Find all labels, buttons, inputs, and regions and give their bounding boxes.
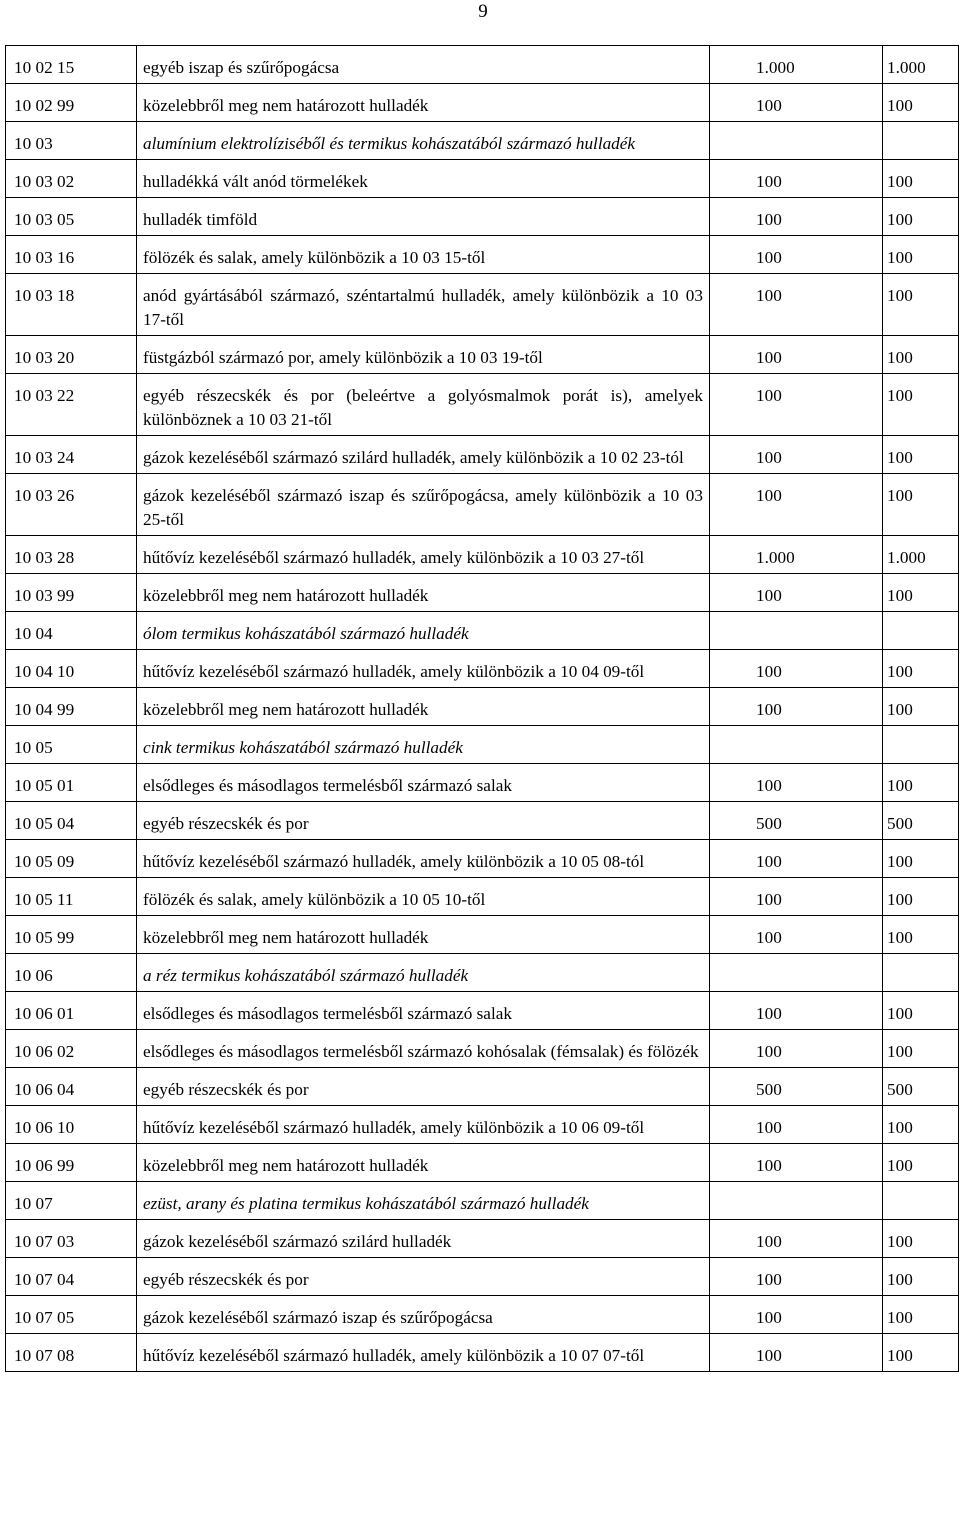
waste-code: 10 03 22: [6, 374, 137, 436]
waste-description: fölözék és salak, amely különbözik a 10 05 10-től: [137, 878, 710, 916]
table-row: [6, 1258, 959, 1296]
limit-value-1: 100: [710, 1258, 883, 1296]
waste-description: gázok kezeléséből származó iszap és szűrőpogácsa: [137, 1296, 710, 1334]
table-row: [6, 916, 959, 954]
waste-description: közelebbről meg nem határozott hulladék: [137, 916, 710, 954]
table-row: [6, 1030, 959, 1068]
waste-description: füstgázból származó por, amely különbözik a 10 03 19-től: [137, 336, 710, 374]
limit-value-1: 100: [710, 374, 883, 436]
table-row: [6, 1220, 959, 1258]
waste-code: 10 02 15: [6, 46, 137, 84]
limit-value-1: 100: [710, 84, 883, 122]
waste-description: közelebbről meg nem határozott hulladék: [137, 1144, 710, 1182]
waste-code: 10 03 99: [6, 574, 137, 612]
table-row: [6, 274, 959, 336]
waste-code: 10 03 05: [6, 198, 137, 236]
limit-value-1: 100: [710, 688, 883, 726]
waste-description: hűtővíz kezeléséből származó hulladék, amely különbözik a 10 04 09-től: [137, 650, 710, 688]
table-group-row: [6, 726, 959, 764]
limit-value-2: 100: [883, 1220, 959, 1258]
waste-code: 10 03 18: [6, 274, 137, 336]
table-row: [6, 374, 959, 436]
waste-description: egyéb részecskék és por: [137, 1068, 710, 1106]
table-row: [6, 46, 959, 84]
limit-value-1: 100: [710, 336, 883, 374]
waste-code: 10 05 01: [6, 764, 137, 802]
waste-code: 10 06: [6, 954, 137, 992]
table-row: [6, 840, 959, 878]
limit-value-1: 100: [710, 436, 883, 474]
waste-code: 10 07: [6, 1182, 137, 1220]
limit-value-2: [883, 122, 959, 160]
limit-value-2: 100: [883, 916, 959, 954]
table-row: [6, 878, 959, 916]
limit-value-1: 500: [710, 1068, 883, 1106]
limit-value-2: 100: [883, 1334, 959, 1372]
waste-description: hűtővíz kezeléséből származó hulladék, amely különbözik a 10 06 09-től: [137, 1106, 710, 1144]
limit-value-1: 100: [710, 878, 883, 916]
limit-value-1: 100: [710, 992, 883, 1030]
waste-description: gázok kezeléséből származó szilárd hulladék: [137, 1220, 710, 1258]
table-group-row: [6, 122, 959, 160]
waste-code: 10 05 11: [6, 878, 137, 916]
table-body: [6, 46, 959, 1372]
table-row: [6, 474, 959, 536]
waste-description: hűtővíz kezeléséből származó hulladék, amely különbözik a 10 03 27-től: [137, 536, 710, 574]
limit-value-1: 100: [710, 916, 883, 954]
table-row: [6, 198, 959, 236]
limit-value-2: 100: [883, 274, 959, 336]
waste-code: 10 06 02: [6, 1030, 137, 1068]
table-group-row: [6, 1182, 959, 1220]
waste-description: gázok kezeléséből származó iszap és szűrőpogácsa, amely különbözik a 10 03 25-től: [137, 474, 710, 536]
waste-description: közelebbről meg nem határozott hulladék: [137, 574, 710, 612]
waste-code: 10 04 10: [6, 650, 137, 688]
table-row: [6, 1296, 959, 1334]
waste-limits-table: [5, 45, 959, 1372]
limit-value-1: [710, 612, 883, 650]
waste-description: egyéb részecskék és por: [137, 1258, 710, 1296]
limit-value-2: 100: [883, 436, 959, 474]
limit-value-2: 100: [883, 688, 959, 726]
waste-description: egyéb részecskék és por: [137, 802, 710, 840]
limit-value-2: 100: [883, 1106, 959, 1144]
limit-value-1: [710, 122, 883, 160]
waste-description: hűtővíz kezeléséből származó hulladék, amely különbözik a 10 07 07-től: [137, 1334, 710, 1372]
limit-value-1: [710, 954, 883, 992]
limit-value-2: 100: [883, 160, 959, 198]
waste-code: 10 03 02: [6, 160, 137, 198]
table-row: [6, 160, 959, 198]
limit-value-2: 100: [883, 574, 959, 612]
group-description: ólom termikus kohászatából származó hulladék: [137, 612, 710, 650]
group-description: cink termikus kohászatából származó hulladék: [137, 726, 710, 764]
limit-value-2: [883, 954, 959, 992]
table-row: [6, 764, 959, 802]
limit-value-1: 100: [710, 1296, 883, 1334]
limit-value-1: 100: [710, 840, 883, 878]
waste-code: 10 05: [6, 726, 137, 764]
limit-value-2: [883, 726, 959, 764]
group-description: a réz termikus kohászatából származó hulladék: [137, 954, 710, 992]
waste-code: 10 03: [6, 122, 137, 160]
limit-value-1: [710, 1182, 883, 1220]
table-row: [6, 336, 959, 374]
limit-value-2: 100: [883, 840, 959, 878]
waste-code: 10 07 03: [6, 1220, 137, 1258]
waste-code: 10 05 09: [6, 840, 137, 878]
waste-code: 10 05 99: [6, 916, 137, 954]
waste-code: 10 03 28: [6, 536, 137, 574]
table-row: [6, 436, 959, 474]
limit-value-2: 100: [883, 878, 959, 916]
waste-description: elsődleges és másodlagos termelésből származó salak: [137, 764, 710, 802]
waste-code: 10 03 20: [6, 336, 137, 374]
table-group-row: [6, 954, 959, 992]
waste-code: 10 06 99: [6, 1144, 137, 1182]
waste-description: közelebbről meg nem határozott hulladék: [137, 84, 710, 122]
limit-value-2: 100: [883, 1030, 959, 1068]
limit-value-2: 100: [883, 198, 959, 236]
table-row: [6, 574, 959, 612]
group-description: ezüst, arany és platina termikus kohászatából származó hulladék: [137, 1182, 710, 1220]
limit-value-1: 100: [710, 160, 883, 198]
waste-code: 10 04: [6, 612, 137, 650]
waste-code: 10 03 16: [6, 236, 137, 274]
waste-description: egyéb részecskék és por (beleértve a golyósmalmok porát is), amelyek különböznek a 10 03 21-től: [137, 374, 710, 436]
limit-value-1: 100: [710, 650, 883, 688]
waste-code: 10 03 26: [6, 474, 137, 536]
limit-value-1: 100: [710, 574, 883, 612]
limit-value-2: 500: [883, 1068, 959, 1106]
table-row: [6, 1334, 959, 1372]
waste-description: egyéb iszap és szűrőpogácsa: [137, 46, 710, 84]
waste-code: 10 06 10: [6, 1106, 137, 1144]
limit-value-1: 100: [710, 274, 883, 336]
waste-code: 10 07 05: [6, 1296, 137, 1334]
limit-value-2: 100: [883, 474, 959, 536]
limit-value-2: 100: [883, 236, 959, 274]
page-number: 9: [478, 1, 488, 22]
limit-value-2: 100: [883, 992, 959, 1030]
limit-value-2: 100: [883, 650, 959, 688]
limit-value-2: 100: [883, 84, 959, 122]
waste-code: 10 03 24: [6, 436, 137, 474]
limit-value-1: [710, 726, 883, 764]
limit-value-1: 100: [710, 236, 883, 274]
table-row: [6, 688, 959, 726]
waste-code: 10 06 04: [6, 1068, 137, 1106]
limit-value-2: 100: [883, 1296, 959, 1334]
table-row: [6, 802, 959, 840]
limit-value-2: 500: [883, 802, 959, 840]
limit-value-1: 1.000: [710, 536, 883, 574]
limit-value-1: 100: [710, 198, 883, 236]
limit-value-2: [883, 1182, 959, 1220]
waste-description: fölözék és salak, amely különbözik a 10 03 15-től: [137, 236, 710, 274]
limit-value-1: 100: [710, 764, 883, 802]
table-row: [6, 536, 959, 574]
table-row: [6, 1106, 959, 1144]
limit-value-2: 100: [883, 1144, 959, 1182]
limit-value-1: 100: [710, 1334, 883, 1372]
waste-code: 10 07 08: [6, 1334, 137, 1372]
waste-code: 10 07 04: [6, 1258, 137, 1296]
waste-code: 10 05 04: [6, 802, 137, 840]
limit-value-1: 500: [710, 802, 883, 840]
waste-code: 10 06 01: [6, 992, 137, 1030]
limit-value-2: 100: [883, 336, 959, 374]
limit-value-2: 1.000: [883, 536, 959, 574]
waste-description: anód gyártásából származó, széntartalmú hulladék, amely különbözik a 10 03 17-től: [137, 274, 710, 336]
waste-description: elsődleges és másodlagos termelésből származó salak: [137, 992, 710, 1030]
waste-description: hulladékká vált anód törmelékek: [137, 160, 710, 198]
limit-value-1: 100: [710, 474, 883, 536]
limit-value-1: 100: [710, 1144, 883, 1182]
table-row: [6, 84, 959, 122]
table-row: [6, 1068, 959, 1106]
table-group-row: [6, 612, 959, 650]
waste-description: gázok kezeléséből származó szilárd hulladék, amely különbözik a 10 02 23-tól: [137, 436, 710, 474]
limit-value-2: 1.000: [883, 46, 959, 84]
limit-value-1: 100: [710, 1220, 883, 1258]
limit-value-2: 100: [883, 764, 959, 802]
waste-description: hűtővíz kezeléséből származó hulladék, amely különbözik a 10 05 08-tól: [137, 840, 710, 878]
limit-value-1: 100: [710, 1030, 883, 1068]
table-row: [6, 650, 959, 688]
table-row: [6, 1144, 959, 1182]
limit-value-2: 100: [883, 374, 959, 436]
waste-description: hulladék timföld: [137, 198, 710, 236]
waste-code: 10 02 99: [6, 84, 137, 122]
group-description: alumínium elektrolíziséből és termikus kohászatából származó hulladék: [137, 122, 710, 160]
limit-value-1: 1.000: [710, 46, 883, 84]
waste-code: 10 04 99: [6, 688, 137, 726]
waste-description: elsődleges és másodlagos termelésből származó kohósalak (fémsalak) és fölözék: [137, 1030, 710, 1068]
waste-description: közelebbről meg nem határozott hulladék: [137, 688, 710, 726]
limit-value-1: 100: [710, 1106, 883, 1144]
limit-value-2: 100: [883, 1258, 959, 1296]
limit-value-2: [883, 612, 959, 650]
table-row: [6, 236, 959, 274]
table-row: [6, 992, 959, 1030]
